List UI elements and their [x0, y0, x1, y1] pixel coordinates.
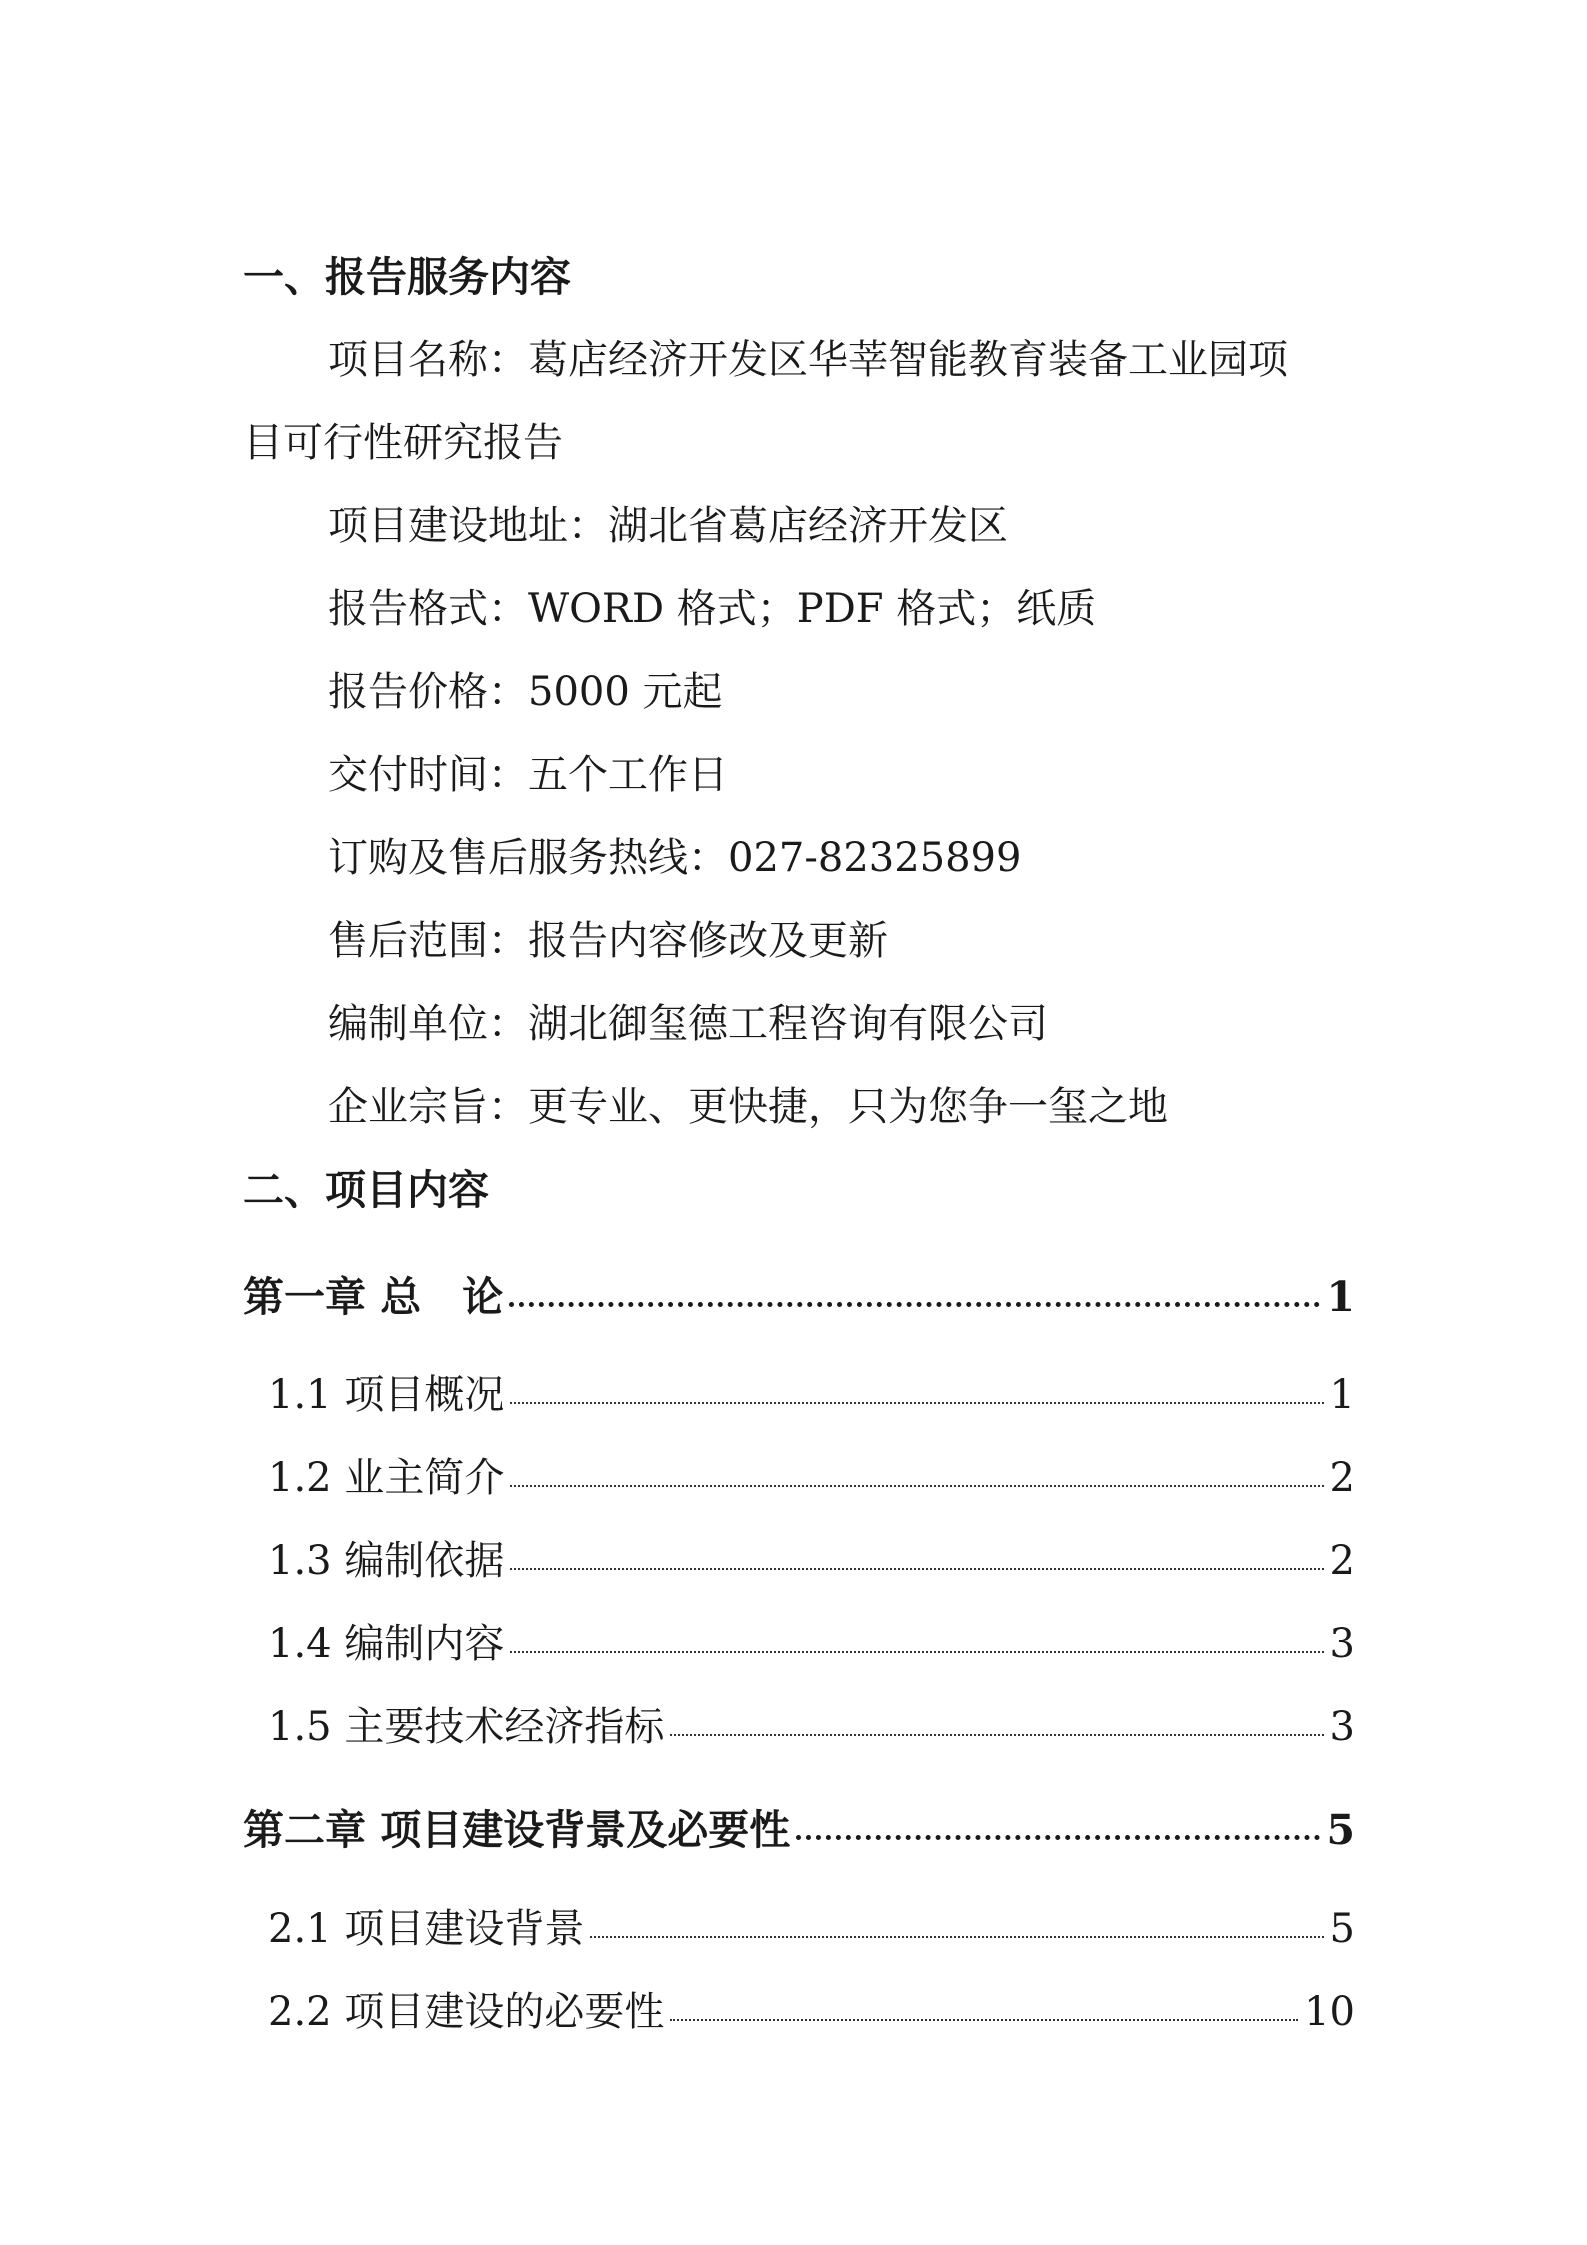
section-heading-report-service: 一、报告服务内容	[243, 253, 571, 301]
toc-title: 1.4 编制内容	[268, 1621, 505, 1667]
field-company-tenet	[328, 1072, 1587, 1142]
field-value: 5000 元起	[528, 669, 723, 715]
toc-entry-2-1[interactable]	[268, 1894, 1355, 1964]
field-value: 更专业、更快捷，只为您争一玺之地	[528, 1084, 1168, 1130]
field-construction-address	[328, 491, 1587, 561]
toc-entry-chapter-2[interactable]	[243, 1795, 1355, 1865]
field-label: 报告价格：	[328, 669, 528, 715]
toc-title: 第一章 总 论	[243, 1273, 504, 1321]
toc-title: 2.1 项目建设背景	[268, 1906, 585, 1952]
field-value: 湖北省葛店经济开发区	[608, 503, 1008, 549]
field-hotline	[328, 823, 1587, 893]
field-value: 五个工作日	[528, 752, 728, 798]
toc-title: 1.5 主要技术经济指标	[268, 1704, 665, 1750]
field-label: 企业宗旨：	[328, 1084, 528, 1130]
field-value: 湖北御玺德工程咨询有限公司	[528, 1001, 1048, 1047]
toc-page-number: 1	[1329, 1372, 1355, 1418]
field-compiling-unit	[328, 989, 1587, 1059]
toc-dot-leader	[670, 2019, 1298, 2021]
field-value: WORD 格式；PDF 格式；纸质	[528, 586, 1097, 632]
toc-entry-1-5[interactable]	[268, 1692, 1355, 1762]
toc-dot-leader	[510, 1402, 1323, 1404]
field-label: 项目建设地址：	[328, 503, 608, 549]
toc-title: 第二章 项目建设背景及必要性	[243, 1806, 791, 1854]
project-name-continuation: 目可行性研究报告	[243, 420, 563, 466]
field-label: 报告格式：	[328, 586, 528, 632]
toc-page-number: 3	[1329, 1621, 1355, 1667]
project-name-line	[328, 325, 1587, 395]
toc-entry-2-2[interactable]	[268, 1977, 1355, 2047]
field-value: 报告内容修改及更新	[528, 918, 888, 964]
toc-page-number: 5	[1326, 1806, 1355, 1854]
field-report-format	[328, 574, 1587, 644]
toc-title: 1.3 编制依据	[268, 1538, 505, 1584]
section-heading-project-content: 二、项目内容	[243, 1166, 489, 1214]
toc-title: 1.1 项目概况	[268, 1372, 505, 1418]
toc-entry-chapter-1[interactable]	[243, 1262, 1355, 1332]
toc-dot-leader	[590, 1936, 1323, 1938]
toc-entry-1-1[interactable]	[268, 1360, 1355, 1430]
project-name-label: 项目名称：	[328, 337, 528, 383]
toc-page-number: 2	[1329, 1455, 1355, 1501]
field-label: 交付时间：	[328, 752, 528, 798]
field-label: 编制单位：	[328, 1001, 528, 1047]
toc-dot-leader	[510, 1568, 1323, 1570]
toc-dot-leader	[509, 1302, 1320, 1307]
toc-page-number: 10	[1304, 1989, 1355, 2035]
toc-entry-1-2[interactable]	[268, 1443, 1355, 1513]
field-label: 售后范围：	[328, 918, 528, 964]
toc-title: 2.2 项目建设的必要性	[268, 1989, 665, 2035]
toc-dot-leader	[510, 1651, 1323, 1653]
field-report-price	[328, 657, 1587, 727]
toc-page-number: 2	[1329, 1538, 1355, 1584]
toc-page-number: 3	[1329, 1704, 1355, 1750]
toc-dot-leader	[796, 1835, 1320, 1840]
toc-page-number: 5	[1329, 1906, 1355, 1952]
toc-entry-1-4[interactable]	[268, 1609, 1355, 1679]
toc-dot-leader	[670, 1734, 1323, 1736]
toc-dot-leader	[510, 1485, 1323, 1487]
field-delivery-time	[328, 740, 1587, 810]
toc-entry-1-3[interactable]	[268, 1526, 1355, 1596]
toc-page-number: 1	[1326, 1273, 1355, 1321]
field-after-sales-scope	[328, 906, 1587, 976]
project-name-value: 葛店经济开发区华莘智能教育装备工业园项	[528, 337, 1288, 383]
toc-title: 1.2 业主简介	[268, 1455, 505, 1501]
field-value: 027-82325899	[728, 835, 1022, 881]
field-label: 订购及售后服务热线：	[328, 835, 728, 881]
